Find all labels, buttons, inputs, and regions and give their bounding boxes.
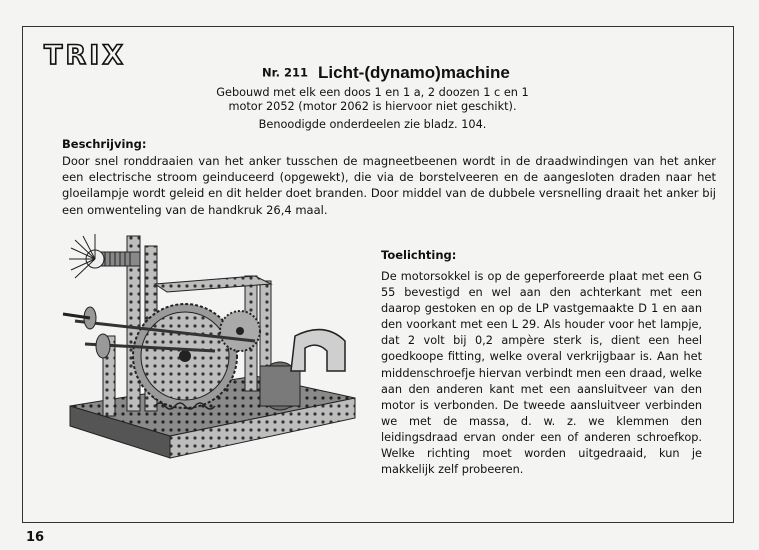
explanation-text: De motorsokkel is op de geperforeerde plaat met een G 55 bevestigd en wel aan den achterkant met een daarop gestoken en op de LP vastgemaakte D 1 en aan den voorkant met een L 29. Als houder voor het lampje, dat 2 volt bij 0,2 ampère sterk is, dient een heel goedkoope fitting, welke overal verkrijgbaar is. Aan het middenschroefje hiervan verbindt men een draad, welke aan den anderen kant met een aansluitveer van den motor is verbonden. De tweede aansluitveer verbinden we met de massa, d. w. z. we klemmen den leidingsdraad ervan onder een of anderen schroefkop. Welke richting moet worden uitgedraaid, kun je makkelijk zelf probeeren. (381, 270, 702, 477)
page-number: 16 (26, 530, 45, 545)
model-number: Nr. 211 (262, 65, 309, 80)
model-title: Licht-(dynamo)machine (318, 62, 510, 82)
description-text: Door snel ronddraaien van het anker tusschen de magneetbeenen wordt in de draadwindingen van het anker een electrische stroom geinduceerd (opgewekt), die via de borstelveeren en de aangesloten draden naar het gloeilampje wordt geleid en dit helder doet branden. Door middel van de dubbele versnelling draait het anker bij een omwenteling van de handkruk 26,4 maal. (62, 154, 716, 217)
parts-note: Benoodigde onderdeelen zie bladz. 104. (258, 118, 487, 131)
build-requirements: Gebouwd met elk een doos 1 en 1 a, 2 doozen 1 c en 1 motor 2052 (motor 2062 is hiervoor niet geschikt). (216, 86, 529, 113)
explanation-heading: Toelichting: (381, 248, 457, 262)
dynamo-machine-illustration (55, 226, 375, 496)
description-heading: Beschrijving: (62, 137, 147, 151)
model-title-line (262, 62, 562, 83)
trix-logo: TRIX (44, 40, 127, 71)
